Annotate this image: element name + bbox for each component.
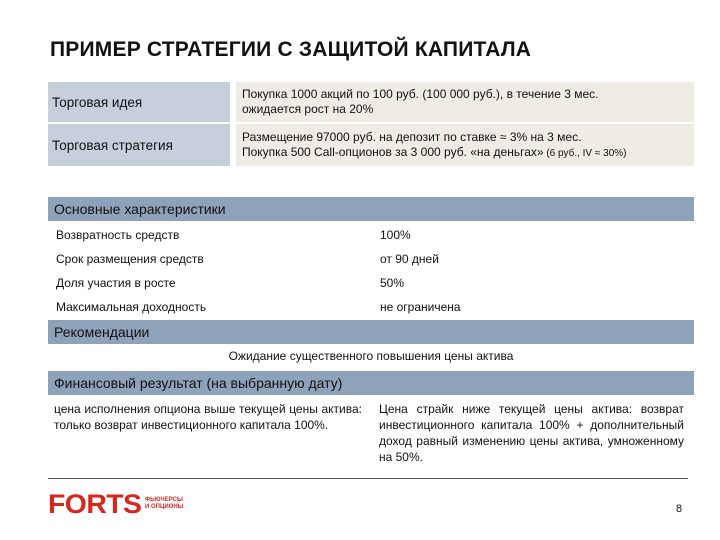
forts-logo-wordmark: FORTS <box>48 488 142 519</box>
financial-result-right: Цена страйк ниже текущей цены актива: возврат инвестиционного капитала 100% + дополнительный доход равный изменению цены актива, умноженному на 50%. <box>379 402 684 464</box>
trading-strategy-text <box>236 124 694 166</box>
characteristics-row <box>48 223 694 247</box>
trading-strategy-line2 <box>242 145 688 161</box>
financial-result-left: цена исполнения опциона выше текущей цены актива: только возврат инвестиционного капитала 100%. <box>54 402 362 432</box>
footer-divider <box>48 478 688 479</box>
characteristic-key: Возвратность средств <box>56 228 180 242</box>
financial-result-header: Финансовый результат (на выбранную дату) <box>48 371 694 395</box>
trading-idea-text <box>236 82 694 122</box>
page-title: ПРИМЕР СТРАТЕГИИ С ЗАЩИТОЙ КАПИТАЛА <box>50 38 532 61</box>
characteristic-value: не ограничена <box>380 300 461 314</box>
recommendations-text: Ожидание существенного повышения цены актива <box>228 349 514 363</box>
forts-logo-sub-line1: ФЬЮЧЕРСЫ <box>145 497 183 503</box>
characteristic-value: 100% <box>380 228 411 242</box>
trading-idea-line1: Покупка 1000 акций по 100 руб. (100 000 руб.), в течение 3 мес. <box>242 87 599 101</box>
characteristic-value: 50% <box>380 276 405 290</box>
trading-idea-line2: ожидается рост на 20% <box>242 102 374 116</box>
forts-logo-sub-line2: И ОПЦИОНЫ <box>145 504 184 510</box>
characteristic-value: от 90 дней <box>380 252 439 266</box>
characteristics-row <box>48 247 694 271</box>
trading-strategy-line2-note: (6 руб., IV ≈ 30%) <box>543 147 627 159</box>
characteristics-header: Основные характеристики <box>48 197 694 221</box>
recommendations-header: Рекомендации <box>48 320 694 344</box>
characteristics-row <box>48 295 694 319</box>
forts-logo <box>48 490 184 518</box>
forts-logo-subtitle <box>145 497 184 511</box>
trading-strategy-line2-main: Покупка 500 Call-опционов за 3 000 руб. «на деньгах» <box>242 144 544 159</box>
characteristic-key: Срок размещения средств <box>56 252 204 266</box>
characteristic-key: Доля участия в росте <box>56 276 176 290</box>
trading-idea-label: Торговая идея <box>48 82 230 122</box>
trading-idea-row <box>48 82 694 122</box>
characteristics-row <box>48 271 694 295</box>
trading-strategy-line1: Размещение 97000 руб. на депозит по ставке ≈ 3% на 3 мес. <box>242 129 582 144</box>
characteristic-key: Максимальная доходность <box>56 300 207 314</box>
trading-strategy-label: Торговая стратегия <box>48 124 230 166</box>
trading-strategy-row <box>48 124 694 166</box>
page-number: 8 <box>676 503 683 515</box>
